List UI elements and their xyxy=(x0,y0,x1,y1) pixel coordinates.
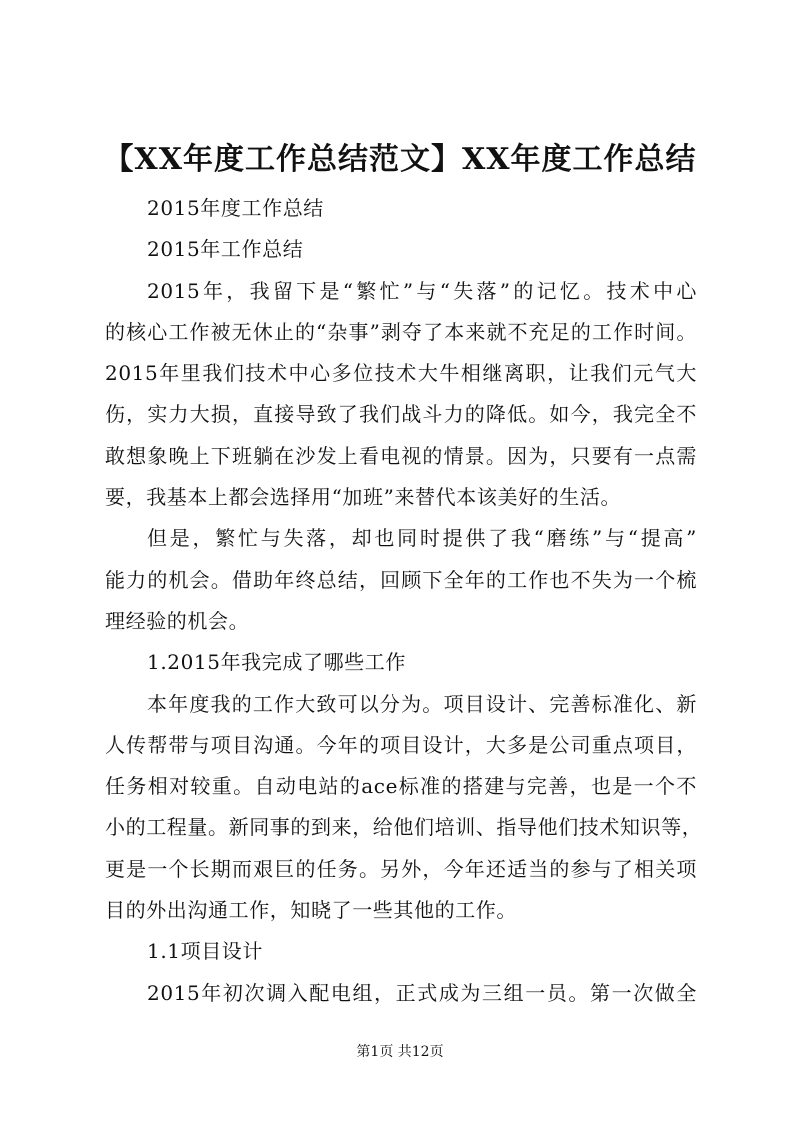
paragraph-line: 小的工程量。新同事的到来，给他们培训、指导他们技术知识等， xyxy=(105,815,703,840)
page-number-footer: 第1页 共12页 xyxy=(356,1044,444,1060)
paragraph-line: 能力的机会。借助年终总结，回顾下全年的工作也不失为一个梳 xyxy=(105,567,697,592)
document-title: 【XX年度工作总结范文】XX年度工作总结 xyxy=(103,142,697,177)
subtitle-line: 2015年工作总结 xyxy=(147,237,304,262)
paragraph-line: 但是，繁忙与失落，却也同时提供了我“磨练”与“提高” xyxy=(147,526,697,551)
document-body xyxy=(105,188,703,1014)
paragraph-line: 的核心工作被无休止的“杂事”剥夺了本来就不充足的工作时间。 xyxy=(105,319,697,344)
paragraph-line: 敢想象晚上下班躺在沙发上看电视的情景。因为，只要有一点需 xyxy=(105,443,697,468)
paragraph-line: 2015年，我留下是“繁忙”与“失落”的记忆。技术中心 xyxy=(147,278,697,303)
subtitle-line: 2015年度工作总结 xyxy=(147,196,324,220)
paragraph-line: 2015年初次调入配电组，正式成为三组一员。第一次做全 xyxy=(147,980,697,1005)
paragraph-line: 2015年里我们技术中心多位技术大牛相继离职，让我们元气大 xyxy=(105,361,697,386)
paragraph-line: 要，我基本上都会选择用“加班”来替代本该美好的生活。 xyxy=(105,485,622,510)
paragraph-line: 本年度我的工作大致可以分为。项目设计、完善标准化、新 xyxy=(147,691,697,716)
section-heading: 1.1项目设计 xyxy=(147,939,264,964)
paragraph-line: 任务相对较重。自动电站的ace标准的搭建与完善，也是一个不 xyxy=(105,774,697,799)
paragraph-line: 目的外出沟通工作，知晓了一些其他的工作。 xyxy=(105,898,517,923)
paragraph-line: 更是一个长期而艰巨的任务。另外，今年还适当的参与了相关项 xyxy=(105,856,697,881)
paragraph-line: 伤，实力大损，直接导致了我们战斗力的降低。如今，我完全不 xyxy=(105,402,697,427)
paragraph-line: 理经验的机会。 xyxy=(105,608,250,633)
paragraph-line: 人传帮带与项目沟通。今年的项目设计，大多是公司重点项目， xyxy=(105,732,697,757)
section-heading: 1.2015年我完成了哪些工作 xyxy=(147,650,406,675)
